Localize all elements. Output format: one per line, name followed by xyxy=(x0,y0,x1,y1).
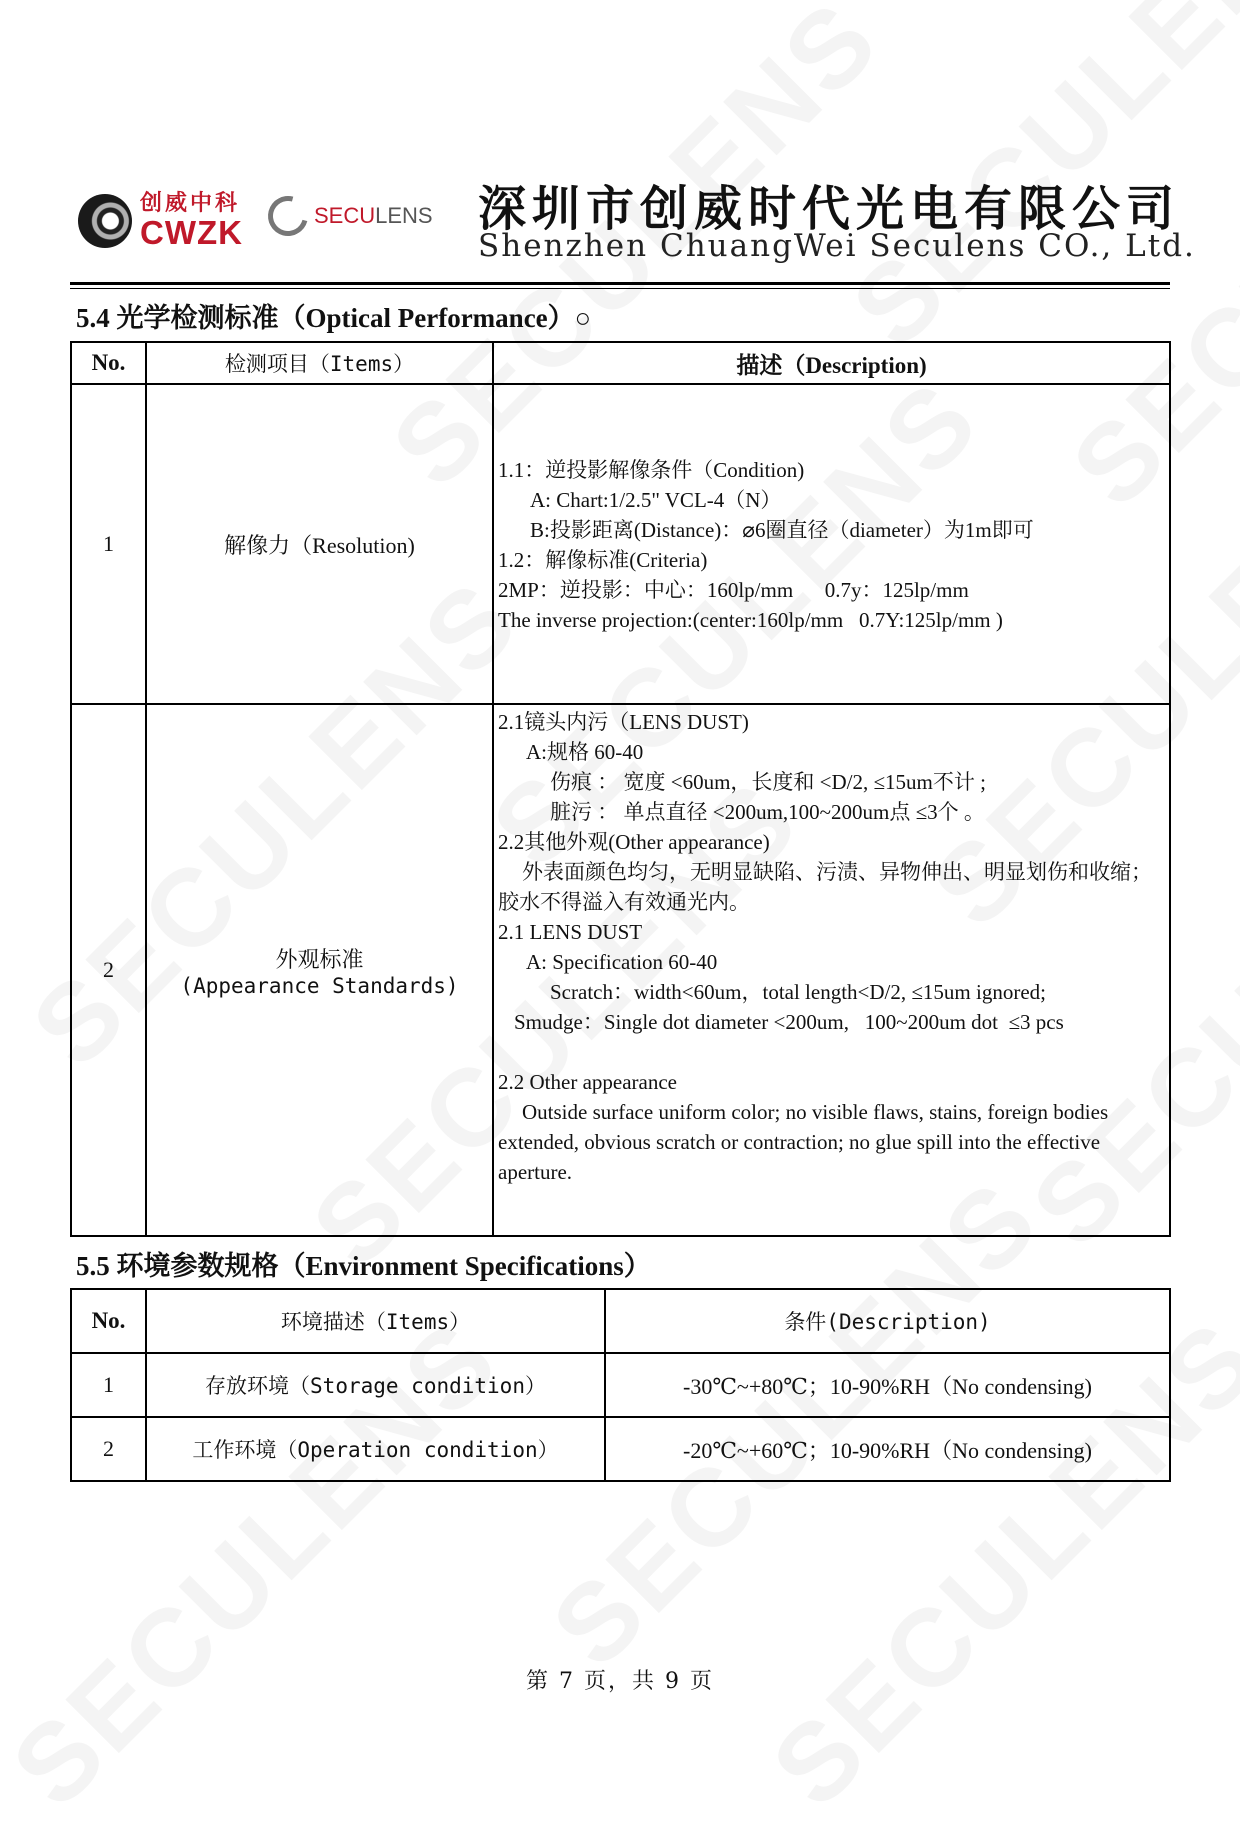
seculens-logo-lens: LENS xyxy=(375,203,433,228)
desc-line: Scratch：width<60um，total length<D/2, ≤15um ignored; xyxy=(550,980,1046,1004)
row-no: 1 xyxy=(71,384,146,704)
header-rule xyxy=(70,282,1170,285)
seculens-logo xyxy=(268,196,433,236)
desc-paragraph: 外表面颜色均匀，无明显缺陷、污渍、异物伸出、明显划伤和收缩；胶水不得溢入有效通光内。 xyxy=(498,860,1152,914)
company-name-en: Shenzhen ChuangWei Seculens CO., Ltd. xyxy=(478,228,1196,264)
desc-line: A:规格 60-40 xyxy=(526,740,644,764)
lens-logo-icon xyxy=(78,194,132,248)
row-no: 1 xyxy=(71,1353,146,1417)
cwzk-logo-en: CWZK xyxy=(140,214,243,251)
table-row xyxy=(71,384,1170,704)
table-row xyxy=(71,1417,1170,1481)
row-no: 2 xyxy=(71,704,146,1236)
row-item xyxy=(146,704,493,1236)
desc-line: 2MP：逆投影：中心：160lp/mm 0.7y：125lp/mm xyxy=(498,578,969,602)
desc-line: 1.1：逆投影解像条件（Condition) xyxy=(498,458,805,482)
desc-line: B:投影距离(Distance)：⌀6圈直径（diameter）为1m即可 xyxy=(530,518,1034,542)
page-number: 第 7 页，共 9 页 xyxy=(526,1669,714,1694)
row-condition: -20℃~+60℃；10-90%RH（No condensing) xyxy=(605,1417,1170,1481)
desc-line: 1.2：解像标准(Criteria) xyxy=(498,548,708,572)
header-condition: 条件(Description) xyxy=(605,1289,1170,1353)
row-condition: -30℃~+80℃；10-90%RH（No condensing) xyxy=(605,1353,1170,1417)
desc-line: The inverse projection:(center:160lp/mm 0.7Y:125lp/mm ) xyxy=(498,608,1003,632)
header-items: 检测项目（Items） xyxy=(146,342,493,384)
header-items: 环境描述（Items） xyxy=(146,1289,605,1353)
section-title-environment: 5.5 环境参数规格（Environment Specifications） xyxy=(76,1251,651,1281)
spacer xyxy=(498,1037,1165,1067)
row-description xyxy=(493,704,1170,1236)
table-row xyxy=(71,704,1170,1236)
header-rule xyxy=(70,288,1170,289)
company-name-cn: 深圳市创威时代光电有限公司 xyxy=(478,181,1181,237)
row-item-en: (Appearance Standards) xyxy=(180,973,459,998)
row-description xyxy=(493,384,1170,704)
desc-line: Smudge：Single dot diameter <200um, 100~200um dot ≤3 pcs xyxy=(514,1010,1064,1034)
desc-line: 2.1 LENS DUST xyxy=(498,920,643,944)
header-no: No. xyxy=(71,1289,146,1353)
header-description: 描述（Description) xyxy=(493,342,1170,384)
seculens-logo-secu: SECU xyxy=(314,203,376,228)
row-no: 2 xyxy=(71,1417,146,1481)
row-item-cn: 外观标准 xyxy=(275,946,364,972)
desc-line: 2.1镜头内污（LENS DUST) xyxy=(498,710,749,734)
table-row xyxy=(71,1353,1170,1417)
desc-line: A: Specification 60-40 xyxy=(526,950,718,974)
seculens-swirl-icon xyxy=(261,189,316,244)
row-item: 解像力（Resolution) xyxy=(146,384,493,704)
section-title-optical: 5.4 光学检测标准（Optical Performance）○ xyxy=(76,303,591,333)
desc-line: 伤痕 ： 宽度 <60um，长度和 <D/2, ≤15um不计 ; xyxy=(550,770,986,794)
desc-line: 脏污 ： 单点直径 <200um,100~200um点 ≤3个 。 xyxy=(550,800,985,824)
desc-line: A: Chart:1/2.5" VCL-4（N） xyxy=(530,488,782,512)
row-item: 存放环境（Storage condition） xyxy=(146,1353,605,1417)
optical-performance-table xyxy=(70,341,1171,1237)
cwzk-logo xyxy=(78,192,243,249)
row-item: 工作环境（Operation condition） xyxy=(146,1417,605,1481)
desc-line: 2.2 Other appearance xyxy=(498,1070,677,1094)
desc-line: 2.2其他外观(Other appearance) xyxy=(498,830,770,854)
desc-paragraph: Outside surface uniform color; no visible flaws, stains, foreign bodies extended, obvious scratch or contraction; no glue spill into the effective aperture. xyxy=(498,1100,1109,1184)
header-no: No. xyxy=(71,342,146,384)
cwzk-logo-cn: 创威中科 xyxy=(140,190,241,215)
environment-table xyxy=(70,1288,1171,1482)
